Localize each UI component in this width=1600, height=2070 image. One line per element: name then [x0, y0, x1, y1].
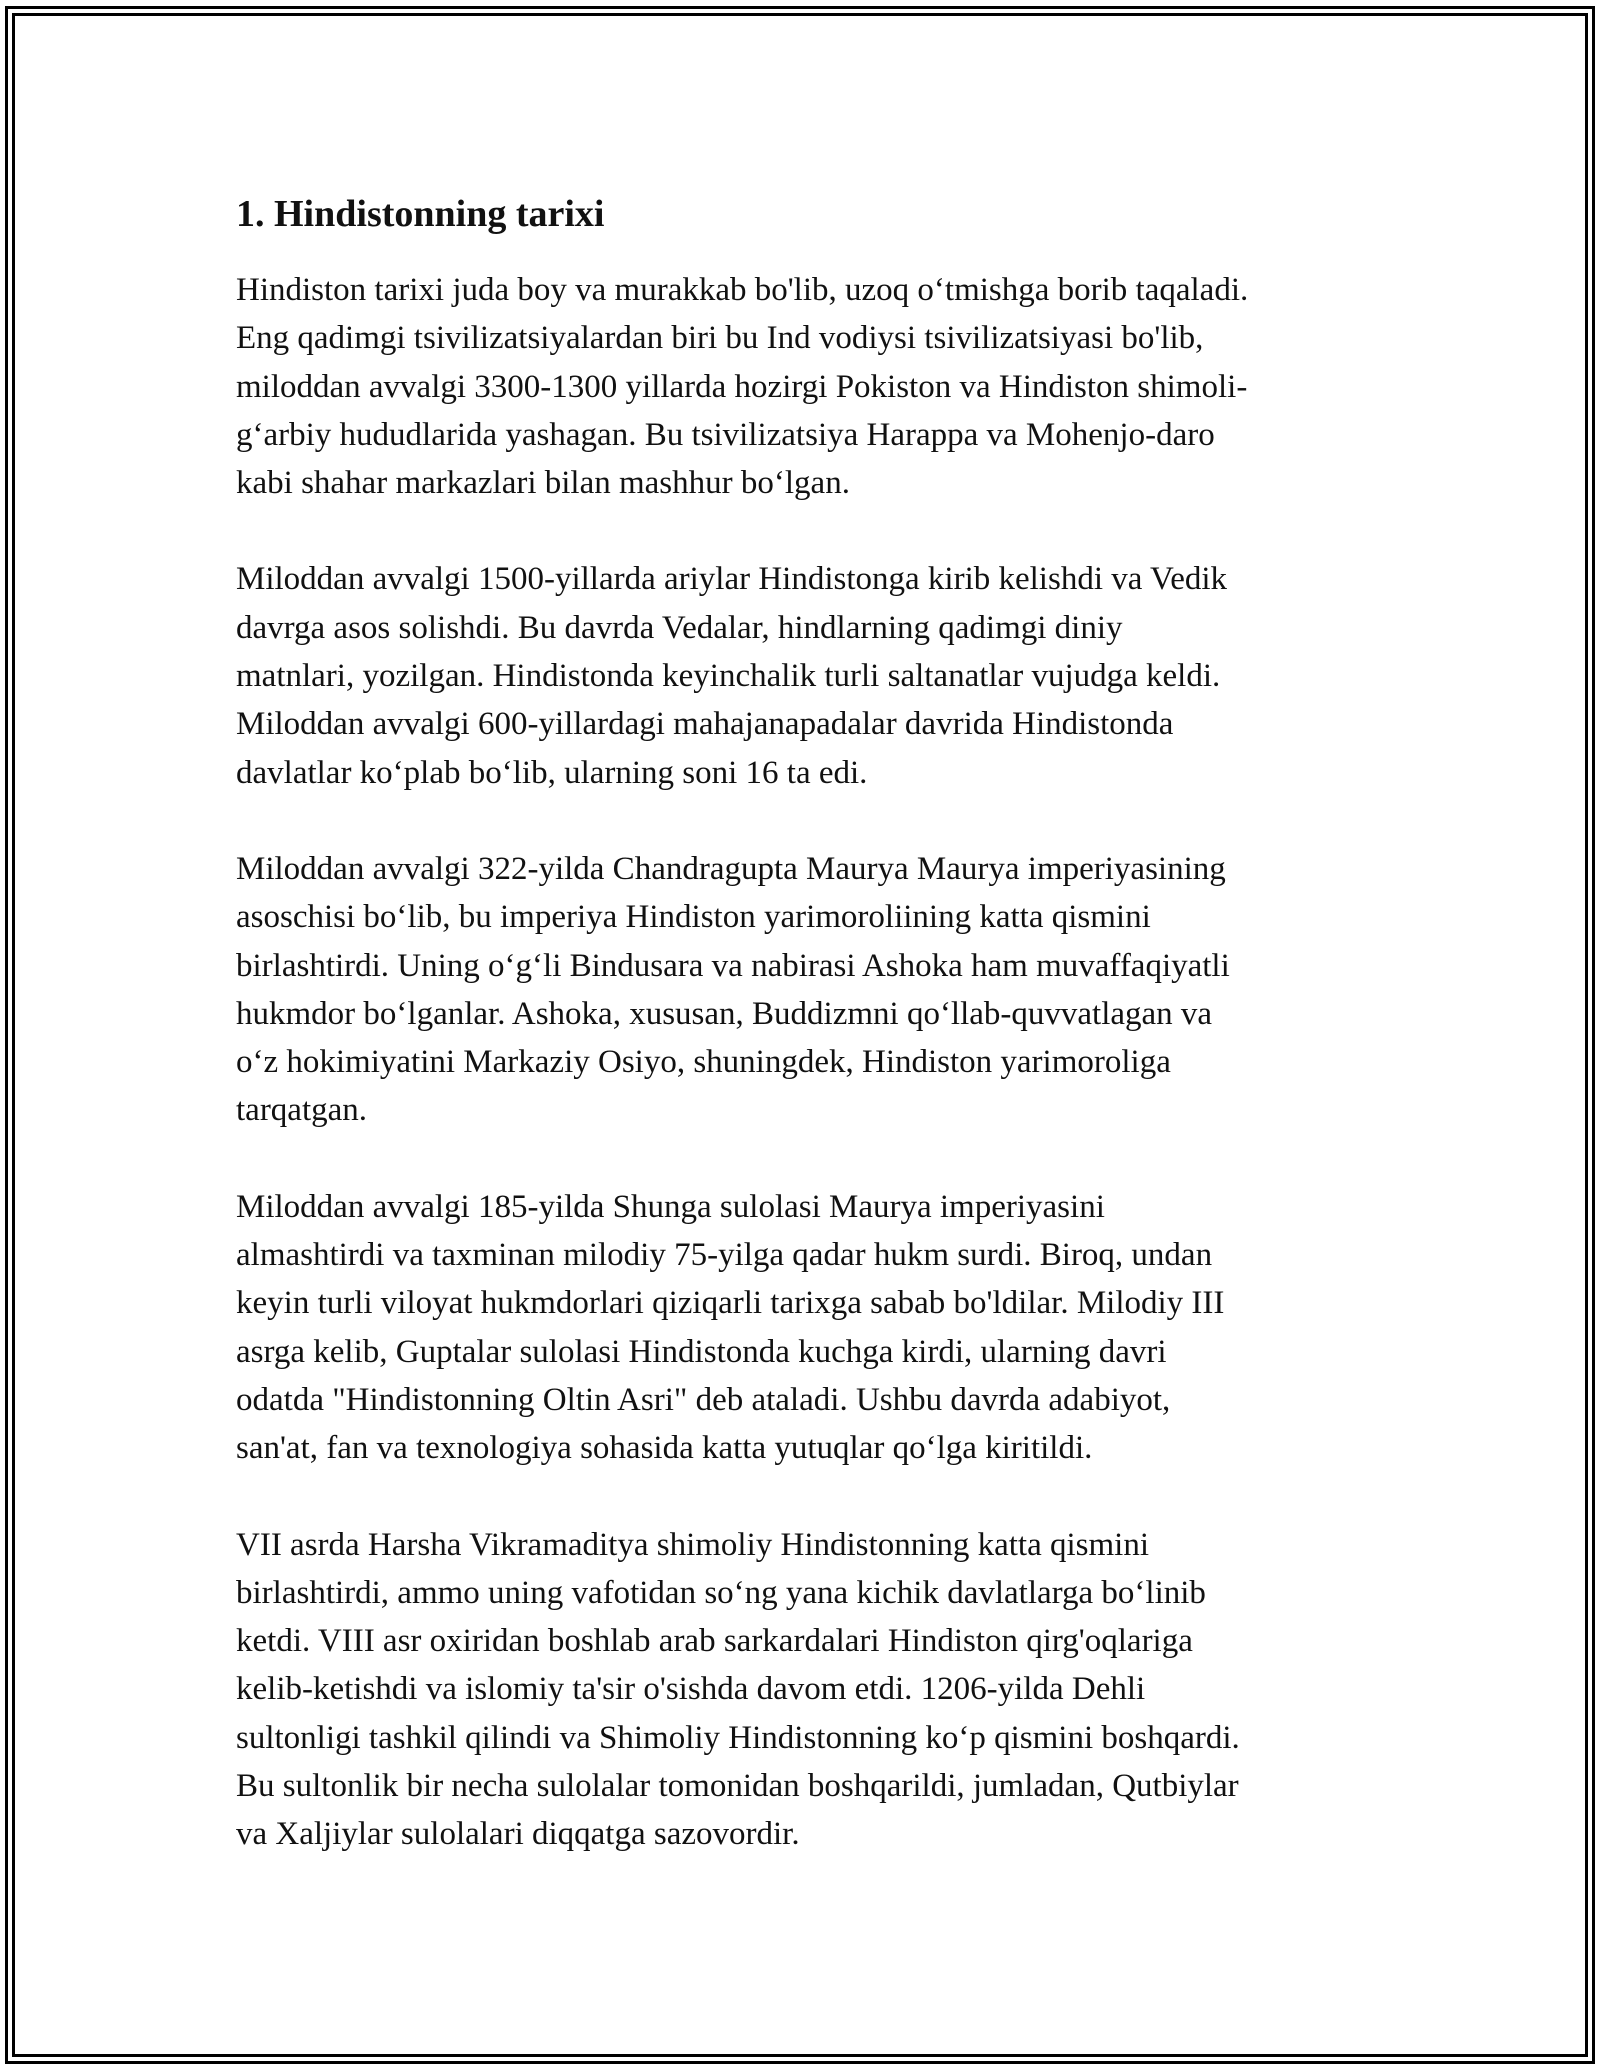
text-line: Miloddan avvalgi 1500-yillarda ariylar Hindistonga kirib kelishdi va Vedik	[236, 561, 1228, 598]
text-line: sultonligi tashkil qilindi va Shimoliy Hindistonning ko‘p qismini boshqardi.	[236, 1719, 1240, 1756]
paragraph-5	[236, 1521, 1376, 1859]
text-line: keyin turli viloyat hukmdorlari qiziqarli tarixga sabab bo'ldilar. Milodiy III	[236, 1285, 1225, 1322]
text-line: VII asrda Harsha Vikramaditya shimoliy Hindistonning katta qismini	[236, 1526, 1150, 1563]
text-line: g‘arbiy hududlarida yashagan. Bu tsivilizatsiya Harappa va Mohenjo-daro	[236, 416, 1215, 453]
text-line: Hindiston tarixi juda boy va murakkab bo'lib, uzoq o‘tmishga borib taqaladi.	[236, 272, 1249, 308]
text-line: odatda "Hindistonning Oltin Asri" deb ataladi. Ushbu davrda adabiyot,	[236, 1381, 1171, 1418]
text-line: Miloddan avvalgi 600-yillardagi mahajanapadalar davrida Hindistonda	[236, 706, 1174, 743]
section-heading: 1. Hindistonning tarixi	[236, 193, 605, 235]
text-line: va Xaljiylar sulolalari diqqatga sazovordir.	[236, 1816, 800, 1853]
text-line: birlashtirdi. Uning o‘g‘li Bindusara va nabirasi Ashoka ham muvaffaqiyatli	[236, 947, 1230, 984]
text-line: Miloddan avvalgi 322-yilda Chandragupta Maurya Maurya imperiyasining	[236, 850, 1226, 887]
text-line: Bu sultonlik bir necha sulolalar tomonidan boshqarildi, jumladan, Qutbiylar	[236, 1768, 1239, 1805]
document-content	[236, 188, 1376, 1907]
text-line: almashtirdi va taxminan milodiy 75-yilga qadar hukm surdi. Biroq, undan	[236, 1237, 1213, 1274]
paragraph-3	[236, 845, 1376, 1135]
text-line: miloddan avvalgi 3300-1300 yillarda hozirgi Pokiston va Hindiston shimoli-	[236, 368, 1248, 405]
text-line: birlashtirdi, ammo uning vafotidan so‘ng yana kichik davlatlarga bo‘linib	[236, 1574, 1206, 1611]
text-line: hukmdor bo‘lganlar. Ashoka, xususan, Buddizmni qo‘llab-quvvatlagan va	[236, 995, 1213, 1032]
text-line: matnlari, yozilgan. Hindistonda keyinchalik turli saltanatlar vujudga keldi.	[236, 658, 1221, 695]
text-line: ketdi. VIII asr oxiridan boshlab arab sarkardalari Hindiston qirg'oqlariga	[236, 1623, 1193, 1660]
text-line: kelib-ketishdi va islomiy ta'sir o'sishda davom etdi. 1206-yilda Dehli	[236, 1671, 1146, 1708]
text-line: Miloddan avvalgi 185-yilda Shunga sulolasi Maurya imperiyasini	[236, 1188, 1105, 1225]
text-line: san'at, fan va texnologiya sohasida katta yutuqlar qo‘lga kiritildi.	[236, 1430, 1093, 1467]
text-line: davrga asos solishdi. Bu davrda Vedalar, hindlarning qadimgi diniy	[236, 609, 1123, 646]
text-line: davlatlar ko‘plab bo‘lib, ularning soni 16 ta edi.	[236, 754, 868, 791]
text-line: Eng qadimgi tsivilizatsiyalardan biri bu Ind vodiysi tsivilizatsiyasi bo'lib,	[236, 320, 1204, 357]
text-line: asoschisi bo‘lib, bu imperiya Hindiston yarimoroliining katta qismini	[236, 899, 1151, 936]
text-line: asrga kelib, Guptalar sulolasi Hindistonda kuchga kirdi, ularning davri	[236, 1333, 1167, 1370]
text-line: o‘z hokimiyatini Markaziy Osiyo, shuningdek, Hindiston yarimoroliga	[236, 1044, 1171, 1081]
text-line: tarqatgan.	[236, 1092, 368, 1129]
paragraph-1	[236, 266, 1376, 507]
text-line: kabi shahar markazlari bilan mashhur bo‘lgan.	[236, 465, 850, 502]
paragraph-4	[236, 1183, 1376, 1473]
paragraph-2	[236, 555, 1376, 796]
